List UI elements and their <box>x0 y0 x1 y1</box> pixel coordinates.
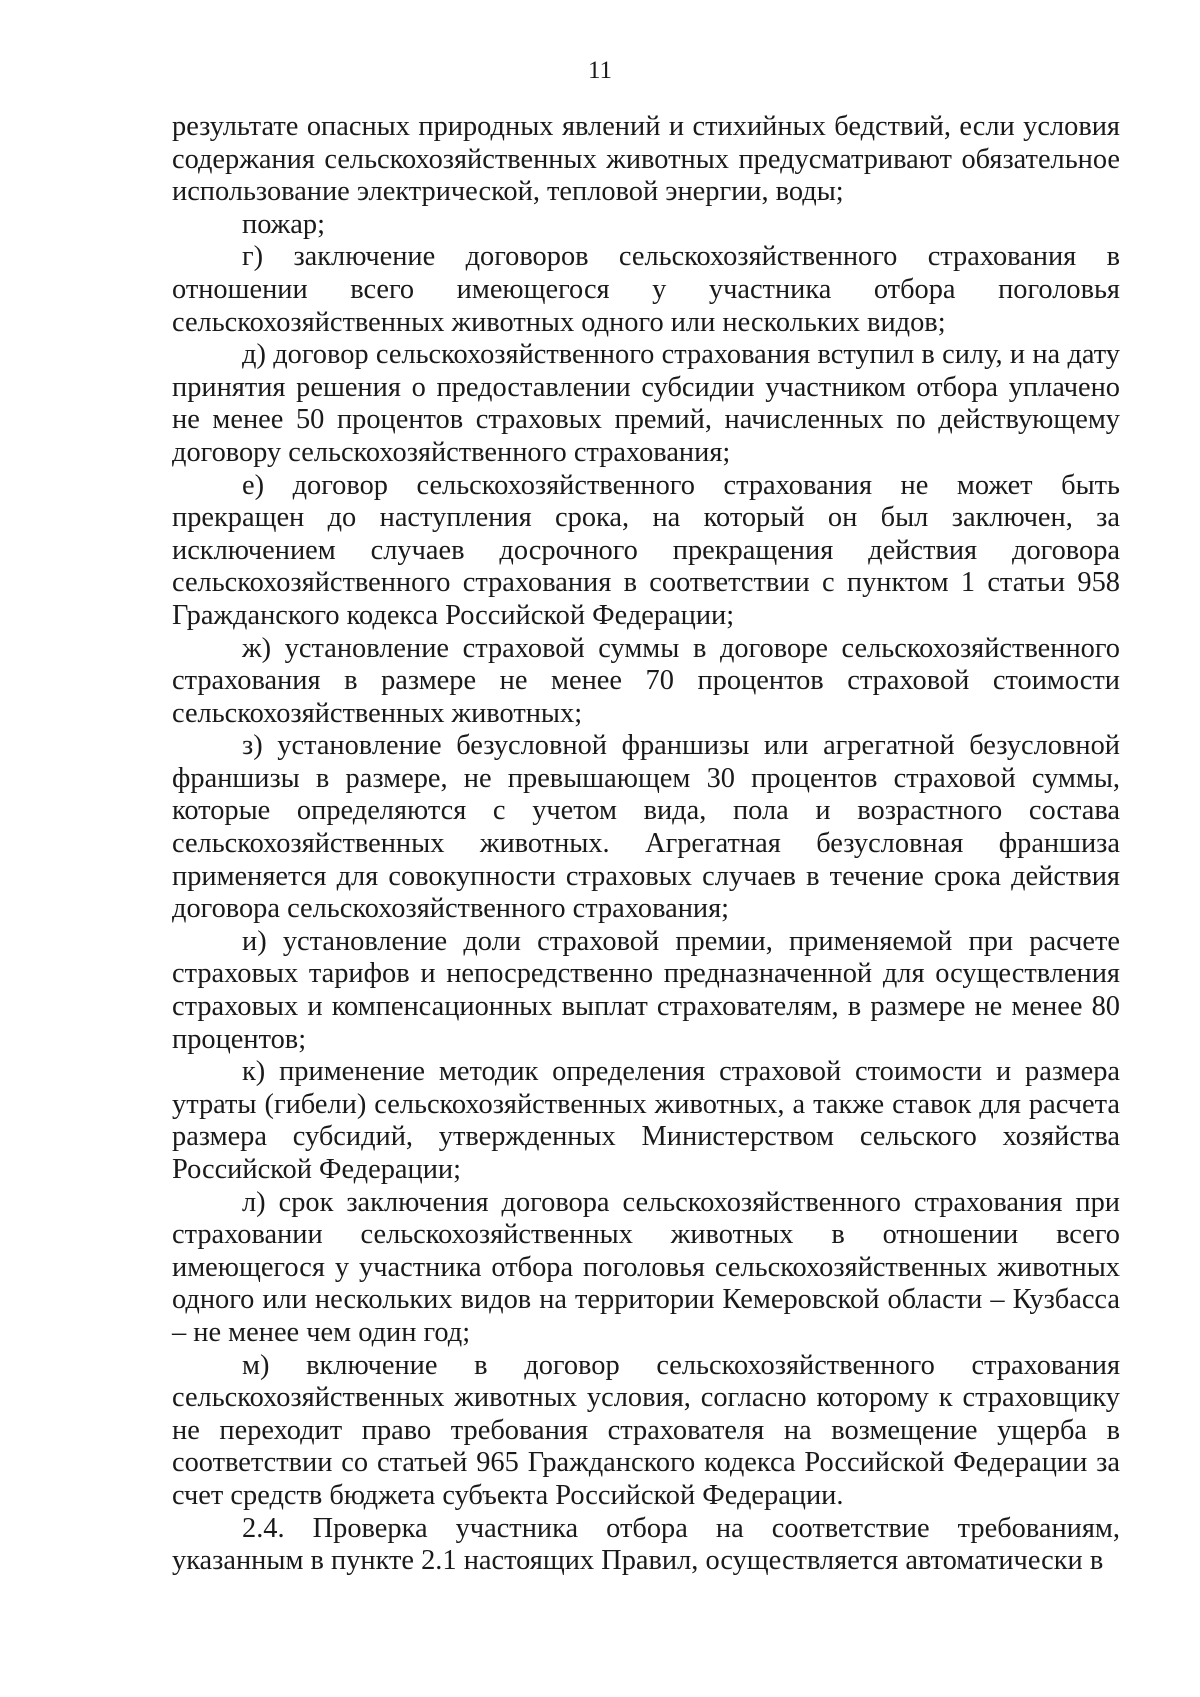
paragraph-item-g: г) заключение договоров сельскохозяйственного страхования в отношении всего имеющегося у участника отбора поголовья сельскохозяйственных животных одного или нескольких видов; <box>172 241 1120 338</box>
paragraph-item-z: з) установление безусловной франшизы или агрегатной безусловной франшизы в размере, не превышающем 30 процентов страховой суммы, которые определяются с учетом вида, пола и возрастного состава сельскохозяйственных животных. Агрегатная безусловная франшиза применяется для совокупности страховых случаев в течение срока действия договора сельскохозяйственного страхования; <box>172 730 1120 925</box>
document-body <box>172 111 1120 1578</box>
paragraph-item-d: д) договор сельскохозяйственного страхования вступил в силу, и на дату принятия решения о предоставлении субсидии участником отбора уплачено не менее 50 процентов страховых премий, начисленных по действующему договору сельскохозяйственного страхования; <box>172 339 1120 468</box>
paragraph-item-e: е) договор сельскохозяйственного страхования не может быть прекращен до наступления срока, на который он был заключен, за исключением случаев досрочного прекращения действия договора сельскохозяйственного страхования в соответствии с пунктом 1 статьи 958 Гражданского кодекса Российской Федерации; <box>172 469 1120 631</box>
paragraph-continuation: результате опасных природных явлений и стихийных бедствий, если условия содержания сельскохозяйственных животных предусматривают обязательное использование электрической, тепловой энергии, воды; <box>172 111 1120 208</box>
paragraph-item-i: и) установление доли страховой премии, применяемой при расчете страховых тарифов и непосредственно предназначенной для осуществления страховых и компенсационных выплат страхователям, в размере не менее 80 процентов; <box>172 925 1120 1055</box>
paragraph-section-2-4: 2.4. Проверка участника отбора на соответствие требованиям, указанным в пункте 2.1 настоящих Правил, осуществляется автоматически в <box>172 1512 1120 1577</box>
paragraph-fire: пожар; <box>242 208 325 240</box>
paragraph-item-zh: ж) установление страховой суммы в договоре сельскохозяйственного страхования в размере не менее 70 процентов страховой стоимости сельскохозяйственных животных; <box>172 632 1120 729</box>
paragraph-item-k: к) применение методик определения страховой стоимости и размера утраты (гибели) сельскохозяйственных животных, а также ставок для расчета размера субсидий, утвержденных Министерством сельского хозяйства Российской Федерации; <box>172 1056 1120 1185</box>
page-number: 11 <box>587 57 613 84</box>
paragraph-item-m: м) включение в договор сельскохозяйственного страхования сельскохозяйственных животных условия, согласно которому к страховщику не переходит право требования страхователя на возмещение ущерба в соответствии со статьей 965 Гражданского кодекса Российской Федерации за счет средств бюджета субъекта Российской Федерации. <box>172 1349 1120 1511</box>
paragraph-item-l: л) срок заключения договора сельскохозяйственного страхования при страховании сельскохозяйственных животных в отношении всего имеющегося у участника отбора поголовья сельскохозяйственных животных одного или нескольких видов на территории Кемеровской области – Кузбасса – не менее чем один год; <box>172 1186 1120 1348</box>
